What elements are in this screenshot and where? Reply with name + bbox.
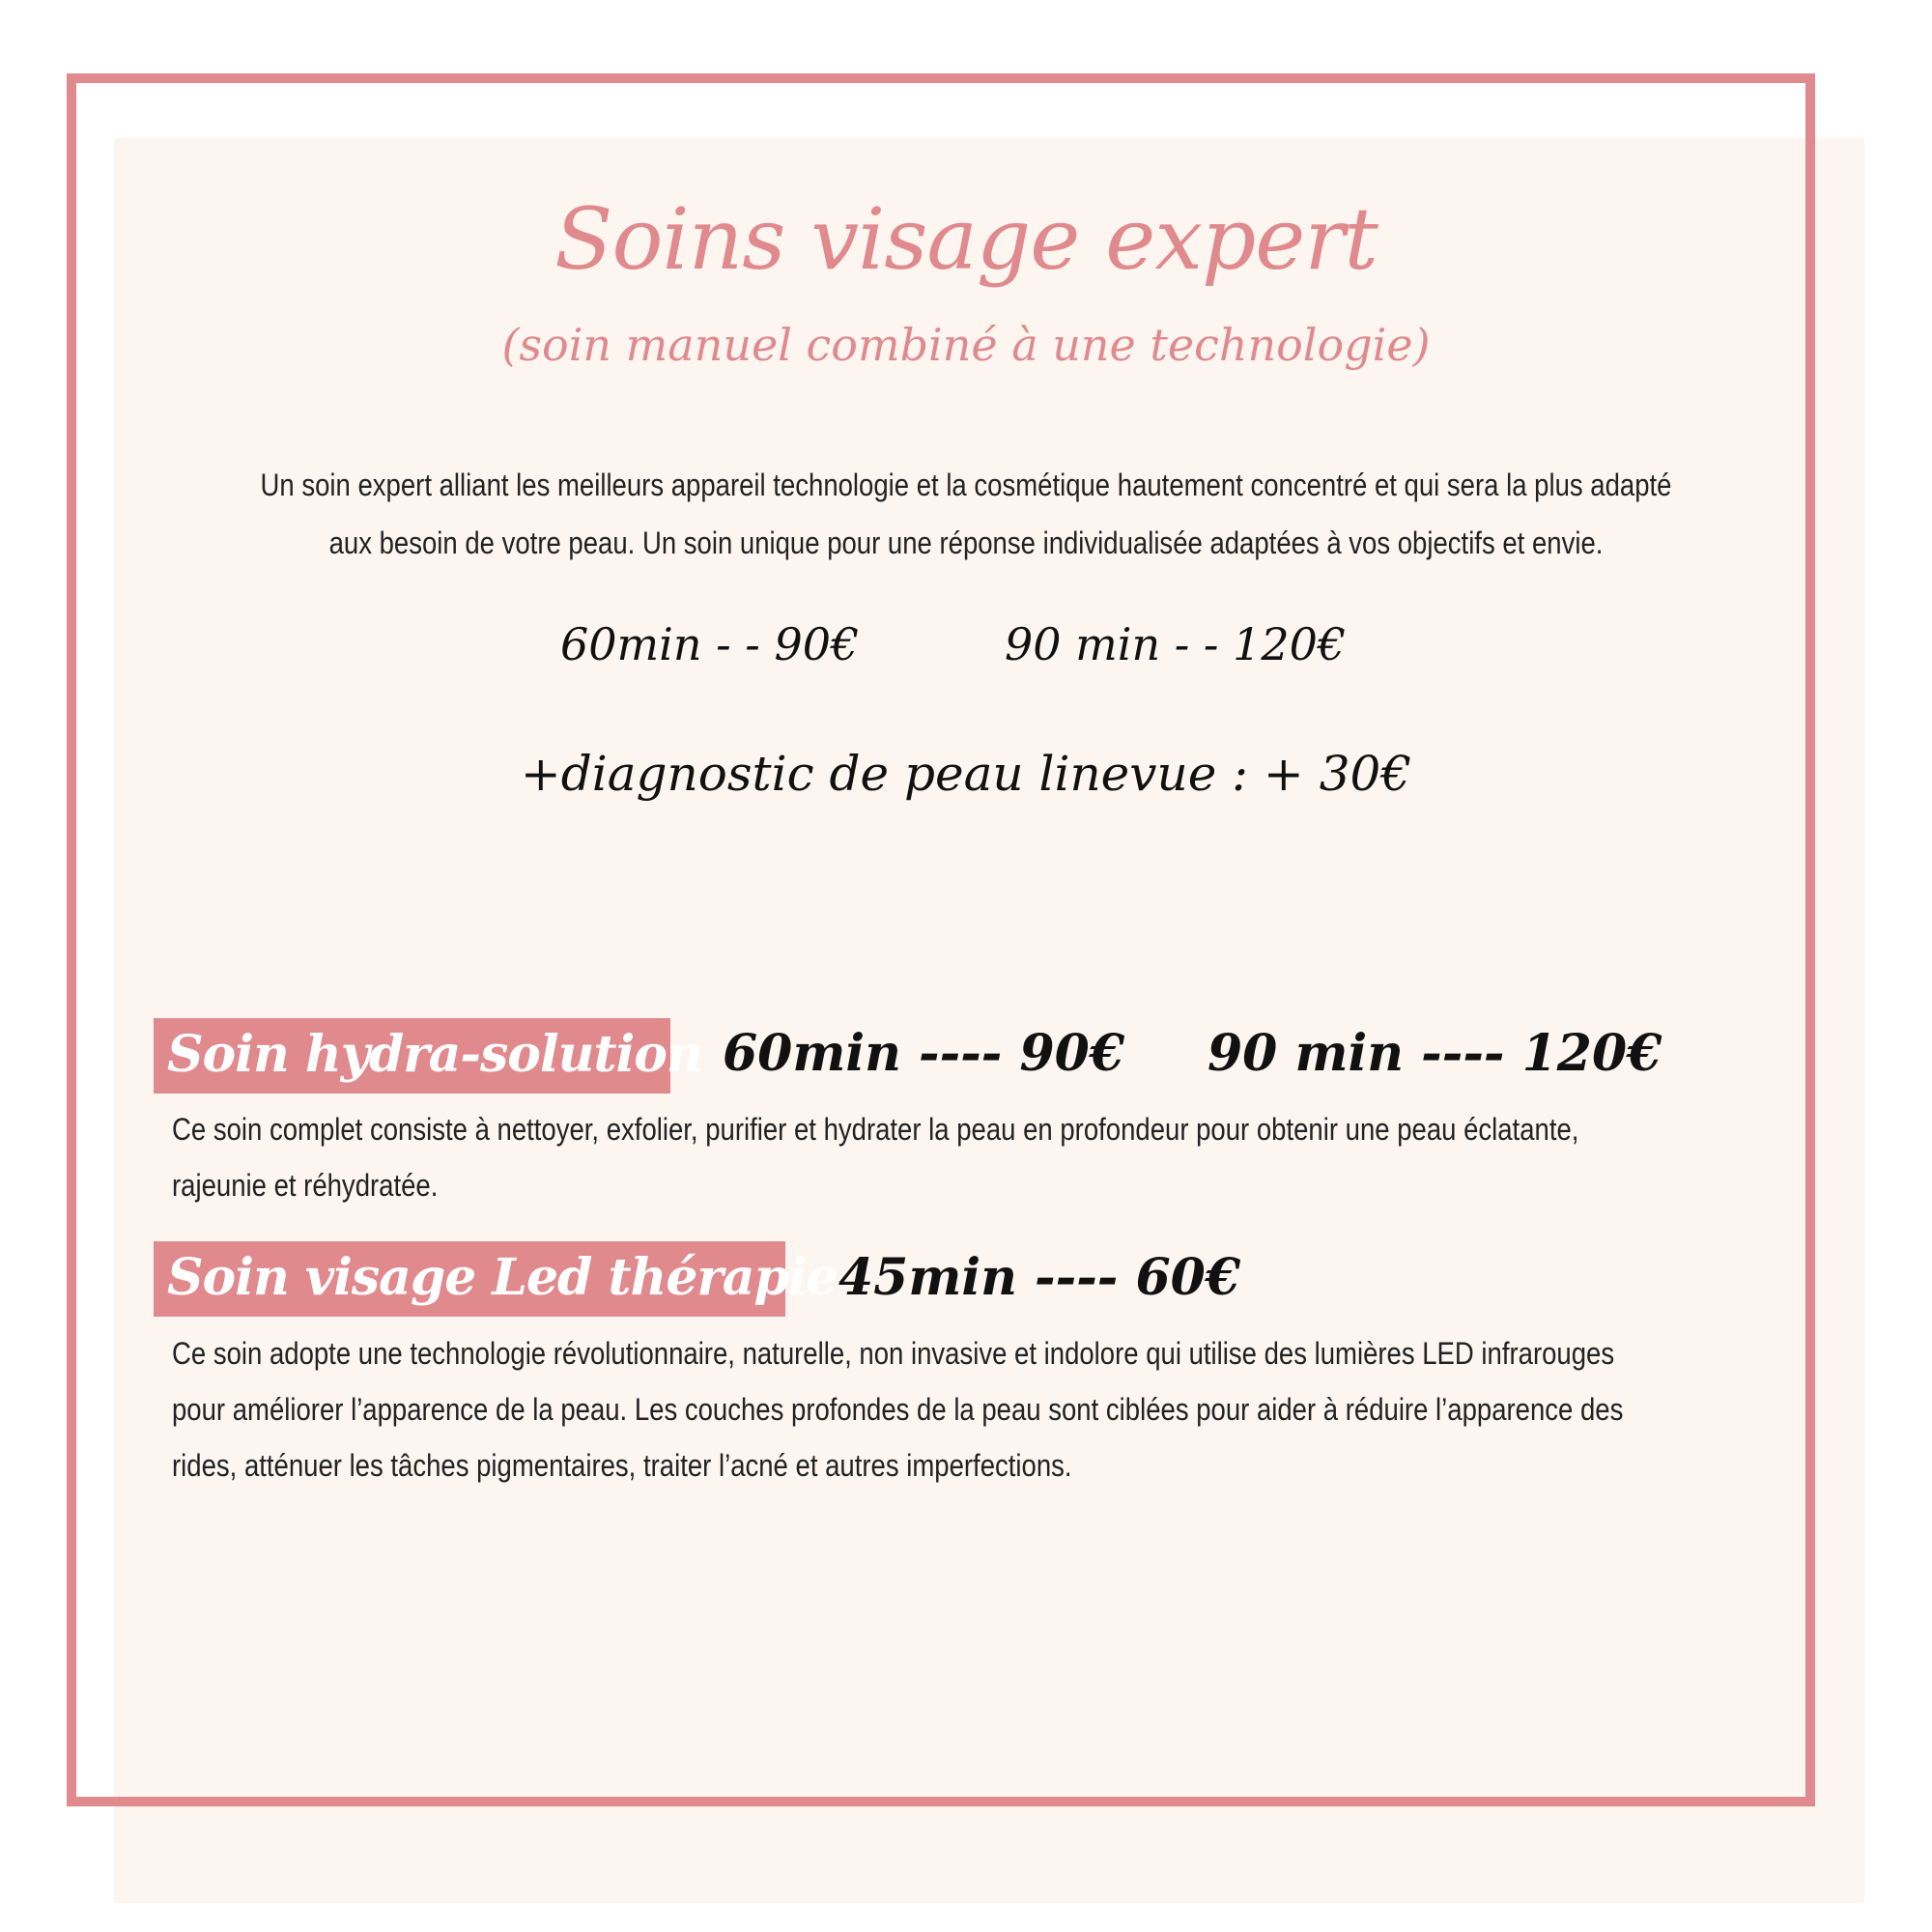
price-60min: 60min - - 90€: [560, 618, 860, 670]
intro-paragraph: Un soin expert alliant les meilleurs appareil technologie et la cosmétique hautement concentré et qui sera la plus adapté aux besoin de votre peau. Un soin unique pour une réponse individualisée adaptées à vos objectifs et envie.: [260, 468, 1672, 560]
page-title: Soins visage expert: [554, 189, 1378, 289]
service-badge-hydra-solution: Soin hydra-solution: [154, 1018, 670, 1094]
led-description: Ce soin adopte une technologie révolutionnaire, naturelle, non invasive et indolore qui utilise des lumières LED infrarouges pour améliorer l’apparence de la peau. Les couches profondes de la peau sont ciblées pour aider à réduire l’apparence des rides, atténuer les tâches pigmentaires, traiter l’acné et autres imperfections.: [172, 1336, 1624, 1483]
diagnostic-addon: +diagnostic de peau linevue : + 30€: [520, 746, 1412, 802]
hydra-price-60min: 60min ---- 90€: [723, 1024, 1125, 1083]
hydra-description: Ce soin complet consiste à nettoyer, exfolier, purifier et hydrater la peau en profondeur pour obtenir une peau éclatante, rajeunie et réhydratée.: [172, 1112, 1579, 1203]
price-90min: 90 min - - 120€: [1005, 618, 1347, 670]
hydra-price-90min: 90 min ---- 120€: [1208, 1024, 1662, 1083]
led-price-45min: 45min ---- 60€: [838, 1248, 1241, 1307]
page-subtitle: (soin manuel combiné à une technologie): [501, 319, 1431, 371]
service-badge-led-therapie: Soin visage Led thérapie: [154, 1241, 785, 1317]
